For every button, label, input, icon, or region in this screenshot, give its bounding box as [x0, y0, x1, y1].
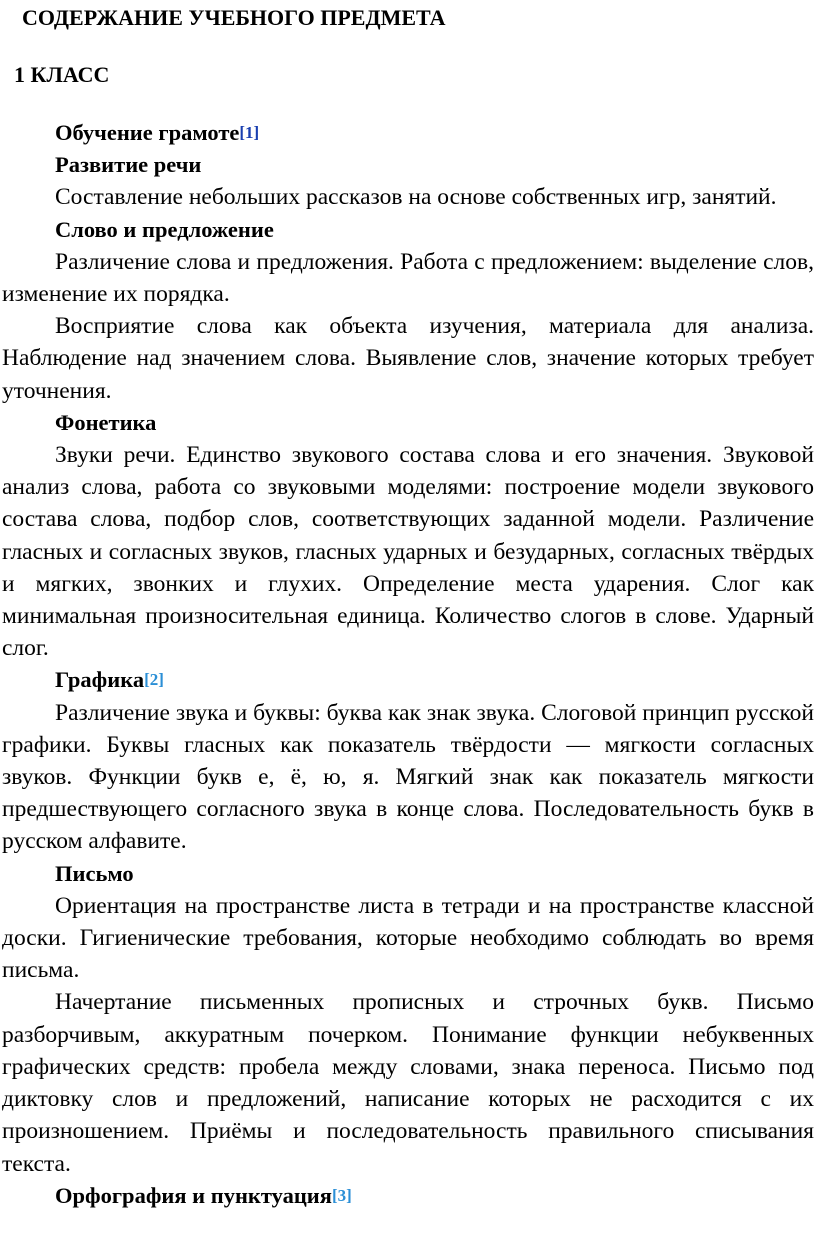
section-heading-speech: Развитие речи	[55, 152, 202, 178]
paragraph-graphics-1: Различение звука и буквы: буква как знак звука. Слоговой принцип русской графики. Буквы гласных как показатель твёрдости — мягкости согласных звуков. Функции букв е, ё, ю, я. Мягкий знак как показатель мягкости предшествующего согласного звука в конце слова. Последовательность букв в русском алфавите.	[2, 699, 814, 855]
grade-heading: 1 КЛАСС	[14, 62, 110, 87]
paragraph-word-1: Различение слова и предложения. Работа с предложением: выделение слов, изменение их порядка.	[2, 248, 814, 308]
paragraph-writing-2: Начертание письменных прописных и строчных букв. Письмо разборчивым, аккуратным почерком. Понимание функции небуквенных графических средств: пробела между словами, знака переноса. Письмо под диктовку слов и предложений, написание которых не расходится с их произношением. Приёмы и последовательность правильного списывания текста.	[2, 989, 814, 1177]
section-heading-spelling	[2, 1180, 814, 1212]
paragraph-phonetics-1: Звуки речи. Единство звукового состава слова и его значения. Звуковой анализ слова, работа со звуковыми моделями: построение модели звукового состава слова, подбор слов, соответствующих заданной модели. Различение гласных и согласных звуков, гласных ударных и безударных, согласных твёрдых и мягких, звонких и глухих. Определение места ударения. Слог как минимальная произносительная единица. Количество слогов в слове. Ударный слог.	[2, 442, 814, 662]
section-title-graphics: Графика	[55, 667, 145, 693]
paragraph-writing-1: Ориентация на пространстве листа в тетради и на пространстве классной доски. Гигиенические требования, которые необходимо соблюдать во время письма.	[2, 892, 814, 984]
page-title: СОДЕРЖАНИЕ УЧЕБНОГО ПРЕДМЕТА	[22, 5, 446, 30]
section-heading-phonetics: Фонетика	[55, 409, 157, 435]
footnote-link-1[interactable]: [1]	[239, 123, 260, 142]
section-heading-literacy	[2, 117, 814, 149]
footnote-link-2[interactable]: [2]	[144, 670, 164, 690]
document-body	[2, 117, 814, 1212]
paragraph-speech-1: Составление небольших рассказов на основе собственных игр, занятий.	[55, 184, 777, 211]
section-heading-writing: Письмо	[55, 860, 134, 886]
section-heading-graphics	[2, 664, 814, 696]
section-title-literacy: Обучение грамоте	[55, 120, 240, 145]
paragraph-word-2: Восприятие слова как объекта изучения, материала для анализа. Наблюдение над значением слова. Выявление слов, значение которых требует уточнения.	[2, 313, 814, 404]
footnote-link-3[interactable]: [3]	[331, 1185, 352, 1205]
section-heading-word: Слово и предложение	[55, 216, 274, 242]
section-title-spelling: Орфография и пунктуация	[55, 1182, 332, 1208]
